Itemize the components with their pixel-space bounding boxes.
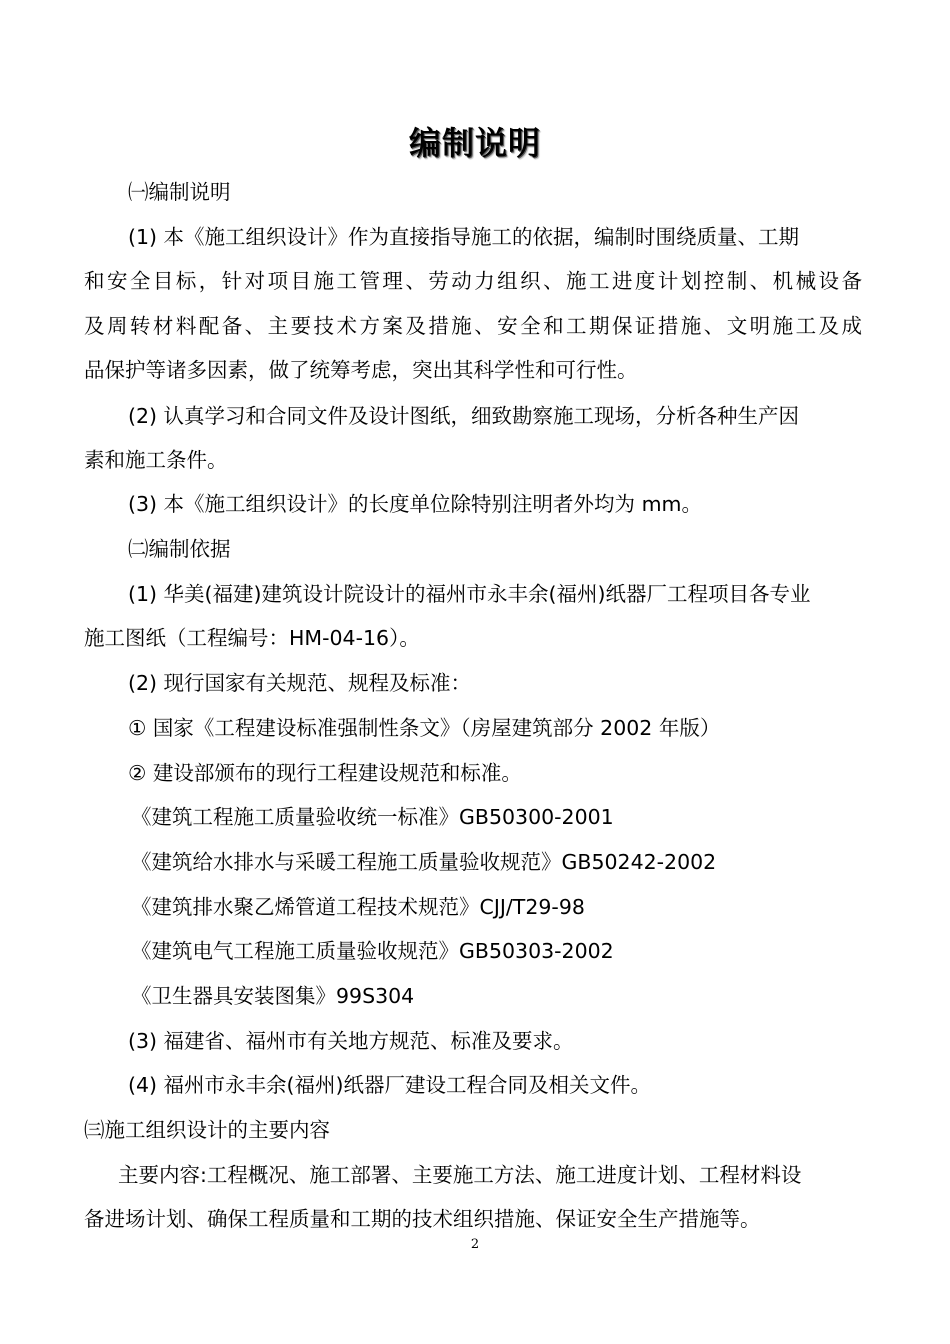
section-heading-1: ㈠编制说明 [128, 180, 231, 204]
paragraph-line: (2) 认真学习和合同文件及设计图纸，细致勘察施工现场，分析各种生产因 [128, 404, 800, 428]
page-number: 2 [470, 1237, 480, 1252]
paragraph-line: (4) 福州市永丰余(福州)纸器厂建设工程合同及相关文件。 [128, 1073, 652, 1097]
section-heading-3: ㈢施工组织设计的主要内容 [84, 1118, 330, 1142]
list-item: ① 国家《工程建设标准强制性条文》（房屋建筑部分 2002 年版） [128, 716, 721, 740]
paragraph-line: 和安全目标，针对项目施工管理、劳动力组织、施工进度计划控制、机械设备 [84, 269, 862, 293]
standard-item: 《卫生器具安装图集》99S304 [131, 984, 415, 1008]
paragraph-line: (1) 华美(福建)建筑设计院设计的福州市永丰余(福州)纸器厂工程项目各专业 [128, 582, 811, 606]
paragraph-line: (3) 本《施工组织设计》的长度单位除特别注明者外均为 mm。 [128, 492, 703, 516]
standard-item: 《建筑排水聚乙烯管道工程技术规范》CJJ/T29-98 [131, 895, 585, 919]
paragraph-line: 品保护等诸多因素，做了统筹考虑，突出其科学性和可行性。 [84, 358, 638, 382]
list-item: ② 建设部颁布的现行工程建设规范和标准。 [128, 761, 522, 785]
paragraph-line: 及周转材料配备、主要技术方案及措施、安全和工期保证措施、文明施工及成 [84, 314, 862, 338]
standard-item: 《建筑电气工程施工质量验收规范》GB50303-2002 [131, 939, 614, 963]
paragraph-line: 主要内容:工程概况、施工部署、主要施工方法、施工进度计划、工程材料设 [118, 1163, 802, 1187]
standard-item: 《建筑工程施工质量验收统一标准》GB50300-2001 [131, 805, 614, 829]
paragraph-line: 素和施工条件。 [84, 448, 228, 472]
section-heading-2: ㈡编制依据 [128, 537, 231, 561]
paragraph-line: (3) 福建省、福州市有关地方规范、标准及要求。 [128, 1029, 574, 1053]
paragraph-line: (2) 现行国家有关规范、规程及标准： [128, 671, 472, 695]
paragraph-line: 备进场计划、确保工程质量和工期的技术组织措施、保证安全生产措施等。 [84, 1207, 761, 1231]
paragraph-line: 施工图纸（工程编号：HM-04-16）。 [84, 626, 420, 650]
document-title: 编制说明 [408, 124, 541, 162]
paragraph-line: (1) 本《施工组织设计》作为直接指导施工的依据，编制时围绕质量、工期 [128, 225, 800, 249]
standard-item: 《建筑给水排水与采暖工程施工质量验收规范》GB50242-2002 [131, 850, 717, 874]
